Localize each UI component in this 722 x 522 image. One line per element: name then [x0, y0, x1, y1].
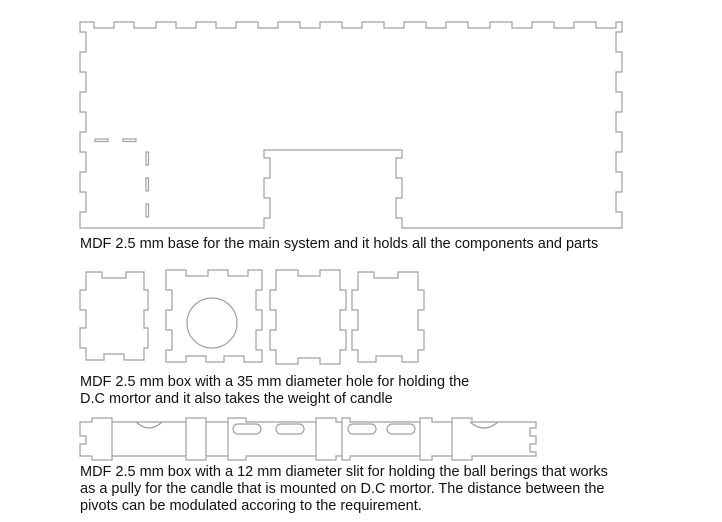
pulley-strip-outline	[80, 418, 536, 460]
pulley-caption-line: as a pully for the candle that is mounted on D.C mortor. The distance between the	[80, 481, 605, 497]
bearing-slit	[233, 424, 261, 434]
pulley-notch	[470, 422, 498, 428]
base-panel-outline	[80, 22, 622, 228]
pulley-notch	[136, 422, 162, 428]
motor-hole-35mm	[187, 298, 237, 348]
pulley-caption-line: MDF 2.5 mm box with a 12 mm diameter slit for holding the ball berings that works	[80, 464, 608, 480]
box-caption-line: MDF 2.5 mm box with a 35 mm diameter hole for holding the	[80, 374, 470, 390]
box-caption	[80, 374, 469, 408]
bearing-slit	[387, 424, 415, 434]
base-caption	[80, 236, 598, 253]
pulley-caption-line: pivots can be modulated accoring to the requirement.	[80, 498, 422, 514]
box-panel-1	[80, 272, 148, 360]
base-slot-v2	[146, 178, 149, 191]
bearing-slit	[348, 424, 376, 434]
box-panel-3	[270, 270, 346, 364]
base-slot-v1	[146, 152, 149, 165]
pulley-caption	[80, 464, 608, 515]
box-caption-line: D.C mortor and it also takes the weight of candle	[80, 391, 393, 407]
box-panel-4	[352, 272, 424, 362]
base-caption-line: MDF 2.5 mm base for the main system and it holds all the components and parts	[80, 236, 599, 252]
base-slot-v3	[146, 204, 149, 217]
base-slot-h2	[123, 139, 136, 142]
base-slot-h1	[95, 139, 108, 142]
bearing-slit	[276, 424, 304, 434]
